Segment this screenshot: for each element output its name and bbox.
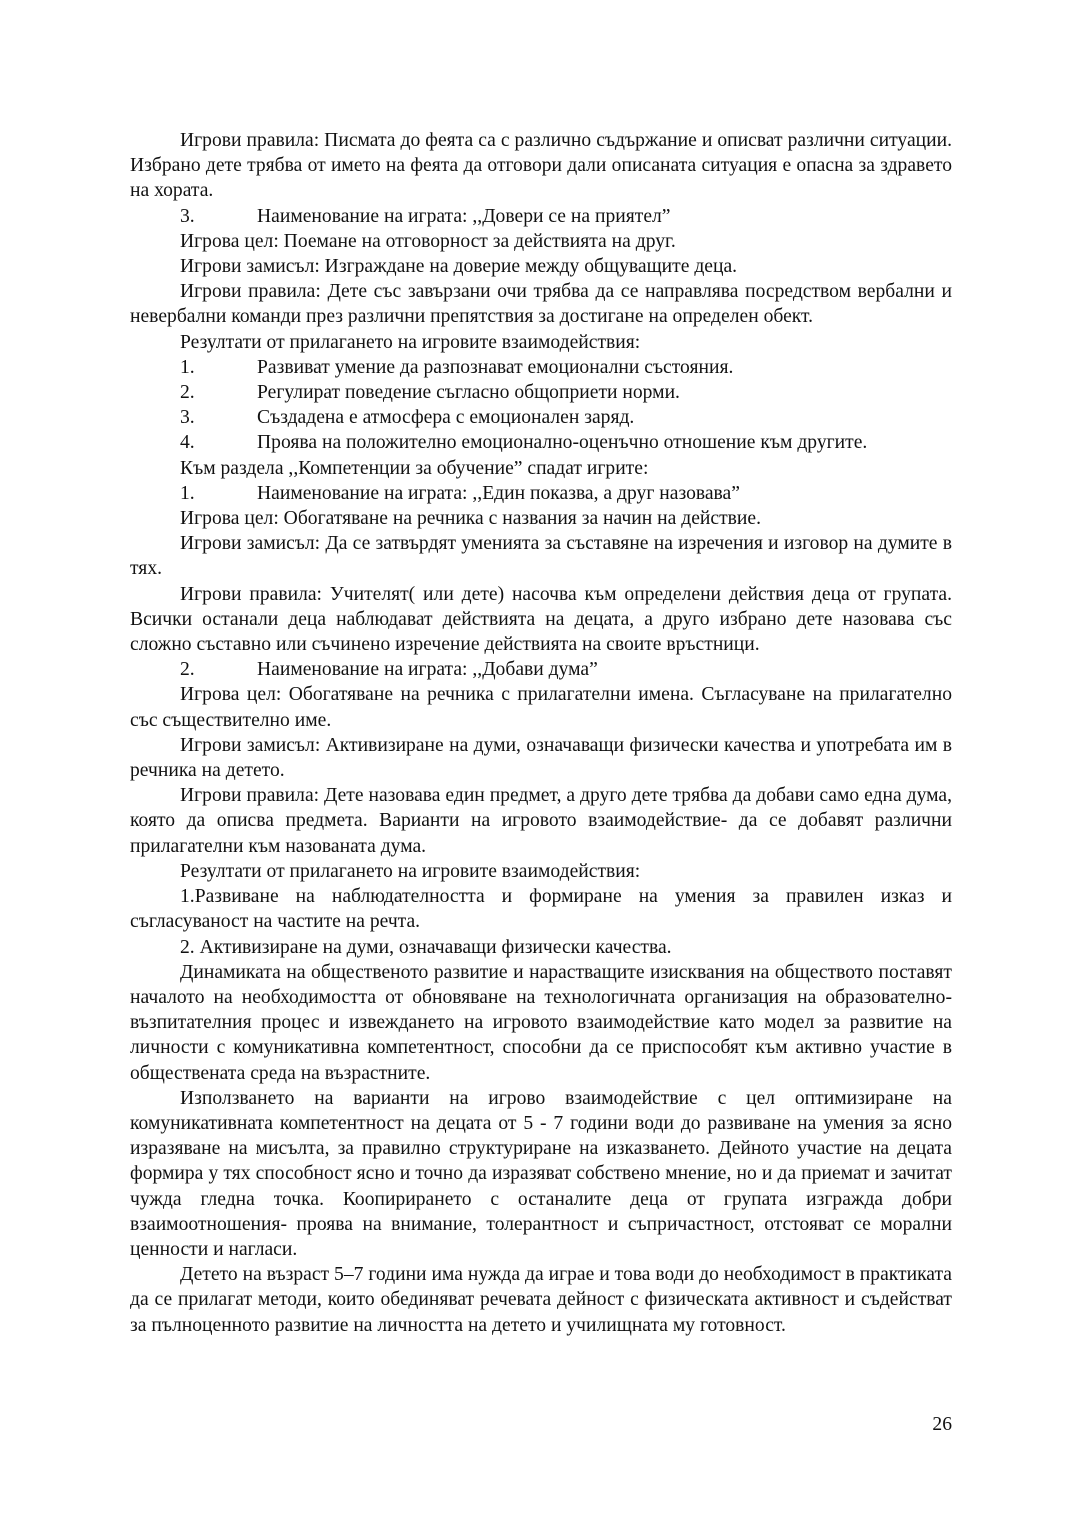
list-item: [130, 481, 952, 506]
paragraph: Игрова цел: Обогатяване на речника с названия за начин на действие.: [180, 508, 761, 530]
list-text: Създадена е атмосфера с емоционален заряд.: [257, 407, 635, 429]
list-item: [130, 204, 952, 229]
list-number: 3.: [180, 407, 195, 429]
page-number: 26: [932, 1414, 952, 1435]
paragraph: Игрова цел: Поемане на отговорност за действията на друг.: [180, 230, 676, 252]
paragraph: Игрови правила: Писмата до феята са с различно съдържание и описват различни ситуации. Избрано дете трябва от името на феята да отговори дали описаната ситуация е опасна за здравето на хората.: [130, 130, 952, 202]
document-body: [130, 128, 952, 1338]
paragraph: 2. Активизиране на думи, означаващи физически качества.: [180, 936, 672, 958]
list-number: 4.: [180, 432, 195, 454]
list-item: [130, 355, 952, 380]
paragraph: Динамиката на общественото развитие и нарастващите изисквания на обществото поставят началото на необходимостта от обновяване на технологичната организация на образователно-възпитателния процес и извеждането на игровото взаимодействие като модел за развитие на личности с комуникативна компетентност, способни да се приспособят към активно участие в обществената среда на възрастните.: [130, 961, 952, 1084]
list-text: Проява на положително емоционално-оценъчно отношение към другите.: [257, 432, 868, 454]
paragraph: Детето на възраст 5–7 години има нужда да играе и това води до необходимост в практиката да се прилагат методи, които обединяват речевата дейност с физическата активност и съдействат за пълноценното развитие на личността на детето и училищната му готовност.: [130, 1264, 952, 1336]
list-item: [130, 405, 952, 430]
list-item: [130, 380, 952, 405]
list-number: 1.: [180, 356, 195, 378]
list-text: Наименование на играта: ,,Добави дума”: [257, 659, 598, 681]
paragraph: Игрови замисъл: Да се затвърдят уменията за съставяне на изречения и изговор на думите в тях.: [130, 533, 952, 580]
paragraph: Игрова цел: Обогатяване на речника с прилагателни имена. Съгласуване на прилагателно със съществително име.: [130, 684, 952, 731]
list-text: Регулират поведение съгласно общоприети норми.: [257, 382, 680, 404]
paragraph: Игрови замисъл: Активизиране на думи, означаващи физически качества и употребата им в речника на детето.: [130, 734, 952, 782]
list-number: 2.: [180, 382, 195, 404]
list-number: 2.: [180, 659, 195, 681]
paragraph: 1.Развиване на наблюдателността и формиране на умения за правилен изказ и съгласуваност на частите на речта.: [130, 886, 952, 933]
list-text: Развиват умение да разпознават емоционални състояния.: [257, 356, 734, 378]
list-item: [130, 430, 952, 455]
list-number: 1.: [180, 482, 195, 504]
list-item: [130, 657, 952, 682]
paragraph: Игрови правила: Дете със завързани очи трябва да се направлява посредством вербални и невербални команди през различни препятствия за достигане на определен обект.: [130, 281, 952, 328]
list-text: Наименование на играта: ,,Довери се на приятел”: [257, 205, 671, 227]
paragraph: Използването на варианти на игрово взаимодействие с цел оптимизиране на комуникативната компетентност на децата от 5 - 7 години води до развиване на умения за ясно изразяване на мисълта, за правилно структуриране на изказването. Дейното участие на децата формира у тях способност ясно и точно да изразяват собствено мнение, но и да приемат и зачитат чужда гледна точка. Коопирирането с останалите деца от групата изгражда добри взаимоотношения- проява на внимание, толерантност и съпричастност, отстояват се морални ценности и нагласи.: [130, 1087, 952, 1260]
paragraph: Резултати от прилагането на игровите взаимодействия:: [180, 331, 641, 353]
paragraph: Към раздела ,,Компетенции за обучение” спадат игрите:: [180, 457, 649, 479]
list-number: 3.: [180, 205, 195, 227]
paragraph: Игрови правила: Учителят( или дете) насочва към определени действия деца от групата. Всички останали деца наблюдават действията на децата, а друго избрано дете назовава със сложно съставно или съчинено изречение действията на своите връстници.: [130, 583, 952, 656]
paragraph: Игрови замисъл: Изграждане на доверие между общуващите деца.: [180, 256, 738, 278]
paragraph: Игрови правила: Дете назовава един предмет, а друго дете трябва да добави само една дума, която да описва предмета. Варианти на игровото взаимодействие- да се добавят различни прилагателни към назованата дума.: [130, 785, 952, 857]
list-text: Наименование на играта: ,,Един показва, а друг назовава”: [257, 482, 740, 504]
paragraph: Резултати от прилагането на игровите взаимодействия:: [180, 860, 641, 882]
